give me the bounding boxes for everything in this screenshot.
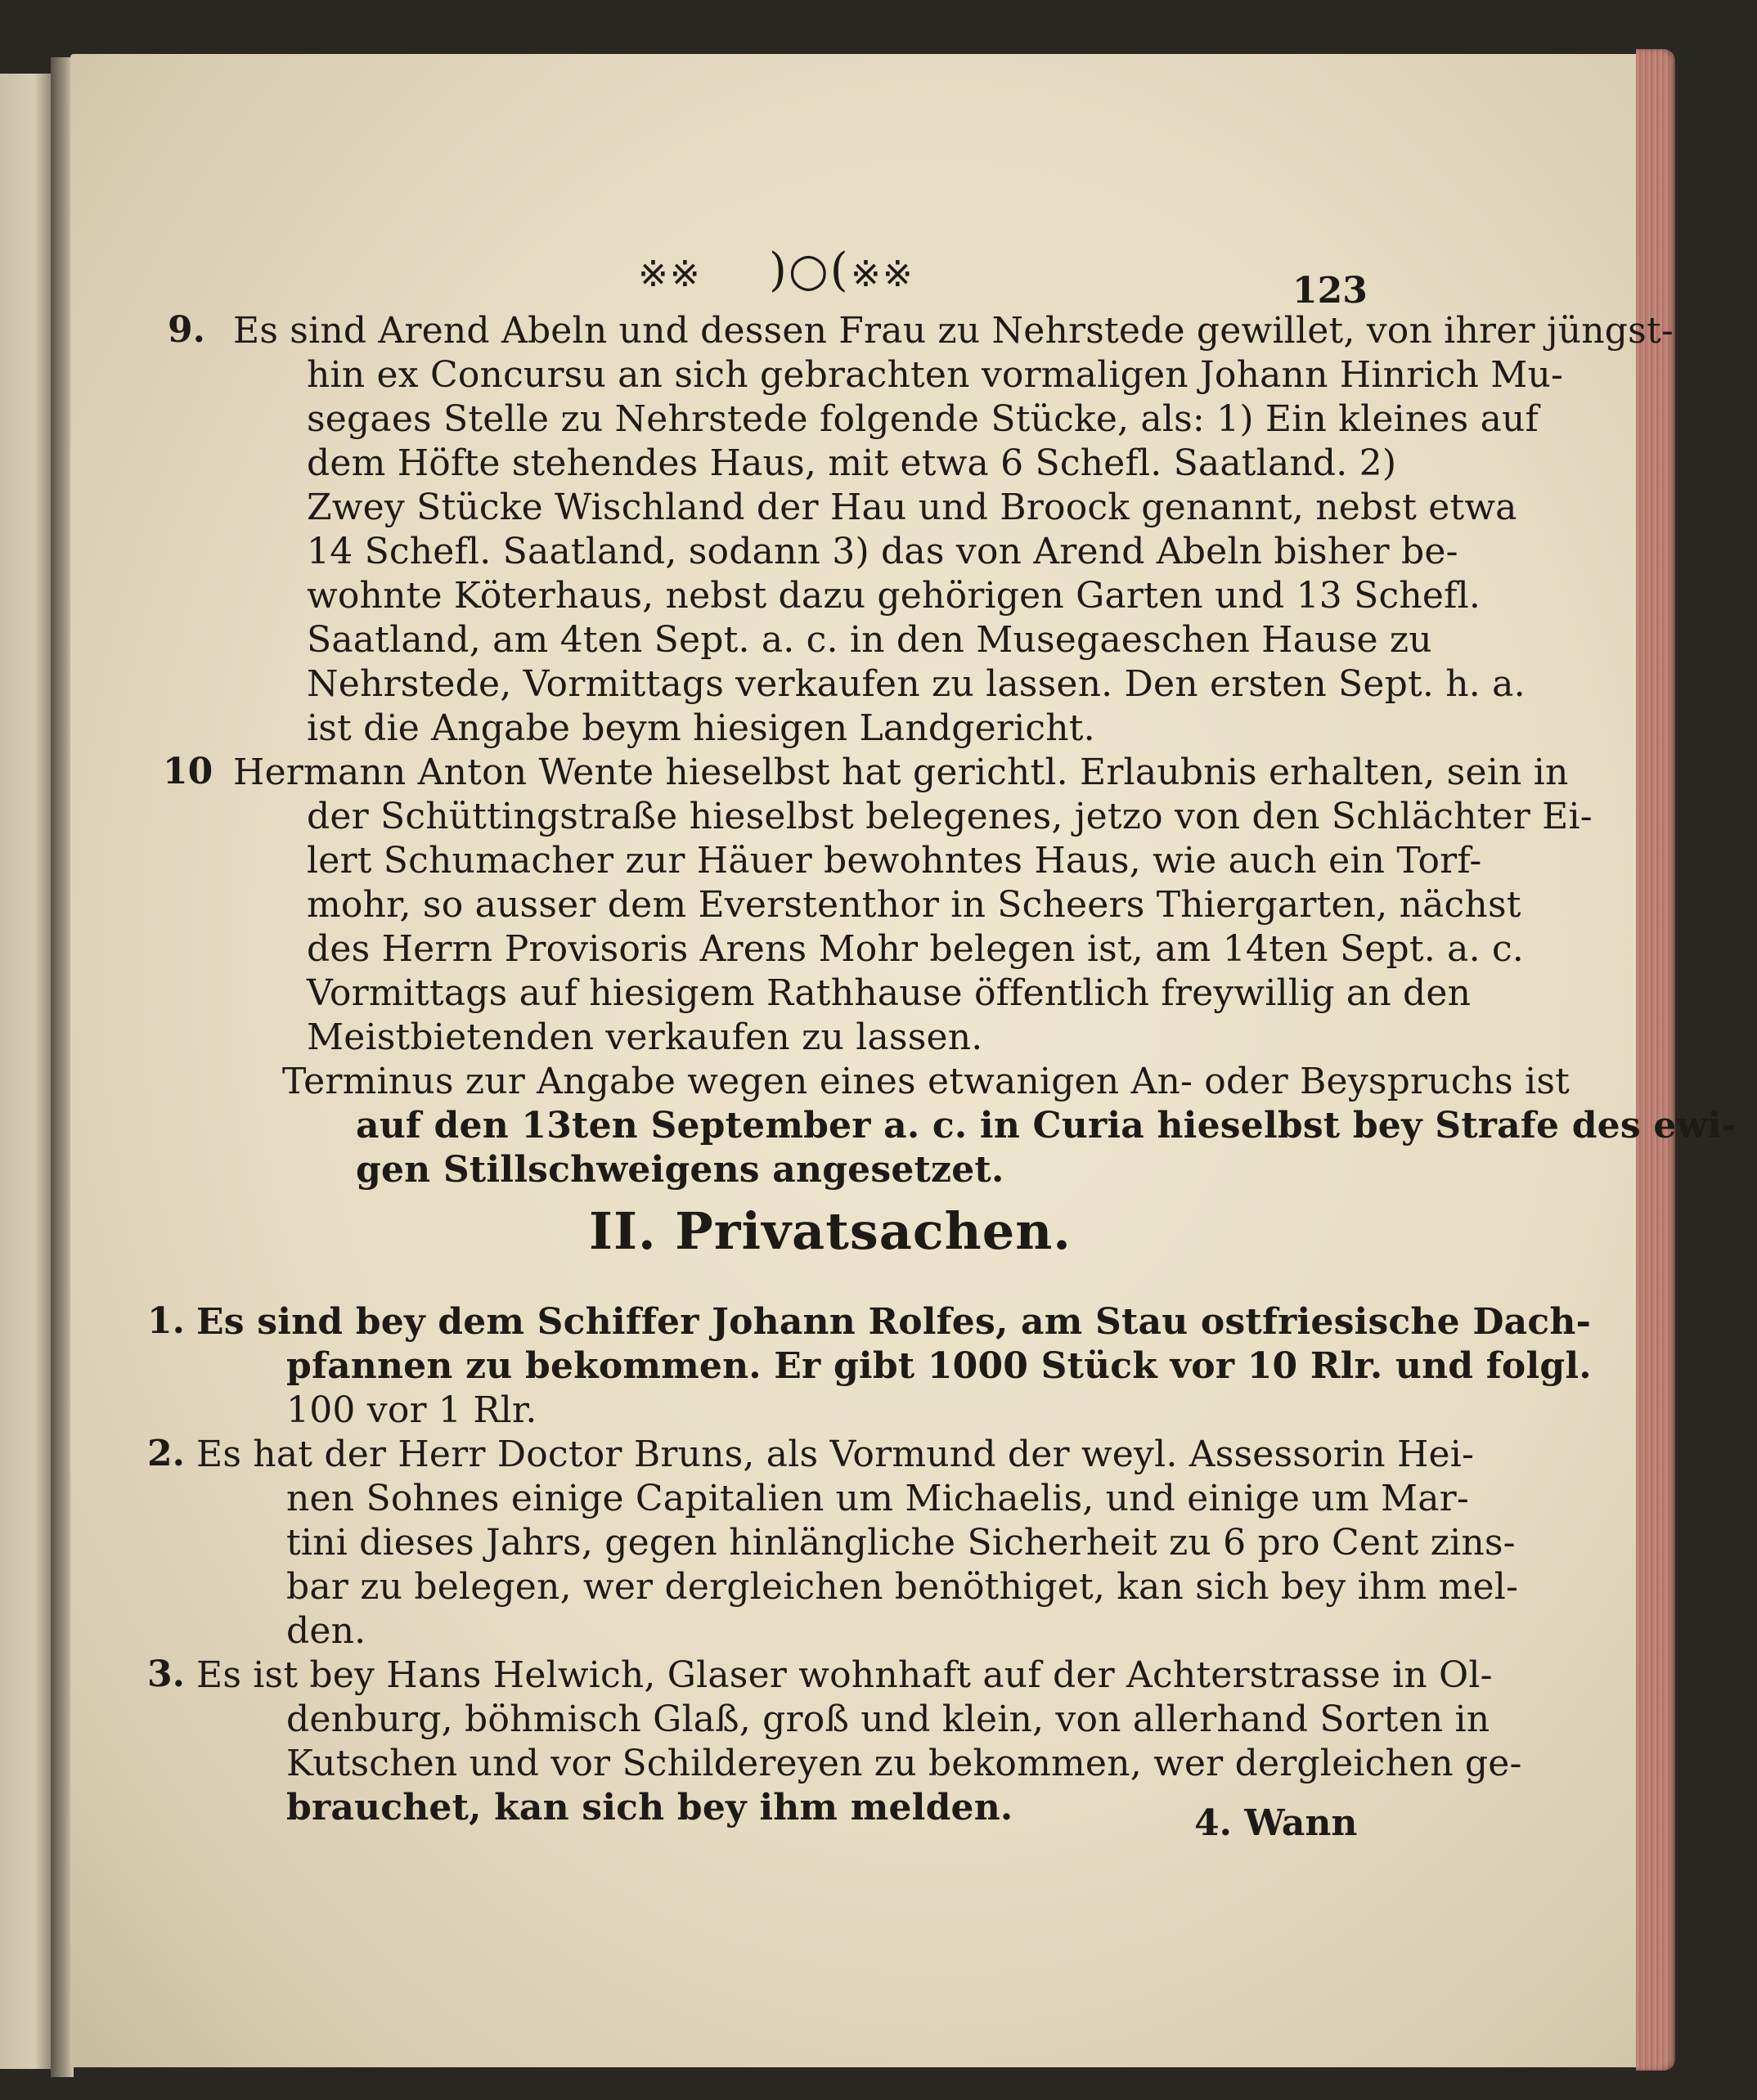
text-line: Nehrstede, Vormittags verkaufen zu lassen. Den ersten Sept. h. a. [307, 663, 1526, 705]
text-line: Es sind Arend Abeln und dessen Frau zu Nehrstede gewillet, von ihrer jüngst- [233, 310, 1674, 352]
text-line: brauchet, kan sich bey ihm melden. [286, 1787, 1013, 1829]
text-line: Kutschen und vor Schildereyen zu bekommen, wer dergleichen ge- [286, 1743, 1522, 1784]
text-line: mohr, so ausser dem Everstenthor in Scheers Thiergarten, nächst [307, 884, 1521, 926]
text-line: hin ex Concursu an sich gebrachten vormaligen Johann Hinrich Mu- [307, 354, 1564, 396]
public-notices [163, 309, 1737, 1192]
text-line: Es sind bey dem Schiffer Johann Rolfes, am Stau ostfriesische Dach- [196, 1301, 1592, 1343]
text-line: 14 Schefl. Saatland, sodann 3) das von Arend Abeln bisher be- [307, 531, 1458, 572]
ornament-middle: )○( [769, 244, 850, 297]
text-line: tini dieses Jahrs, gegen hinlängliche Sicherheit zu 6 pro Cent zins- [286, 1522, 1516, 1564]
section-title: II. Privatsachen. [589, 1201, 1072, 1261]
text-line: der Schüttingstraße hieselbst belegenes, jetzo von den Schlächter Ei- [307, 796, 1593, 837]
text-line: denburg, böhmisch Glaß, groß und klein, von allerhand Sorten in [286, 1698, 1490, 1740]
notice-10 [163, 751, 1593, 1060]
page-number: 123 [1292, 270, 1368, 312]
notice-number: 3. [147, 1654, 185, 1695]
notice-number: 10 [163, 751, 213, 792]
text-line: pfannen zu bekommen. Er gibt 1000 Stück vor 10 Rlr. und folgl. [286, 1345, 1592, 1387]
ornament-left-icon: ※※ [638, 254, 702, 295]
private-2 [147, 1433, 1519, 1654]
text-line: Es ist bey Hans Helwich, Glaser wohnhaft auf der Achterstrasse in Ol- [196, 1654, 1493, 1696]
page-header [638, 245, 1374, 311]
text-line: lert Schumacher zur Häuer bewohntes Haus, wie auch ein Torf- [307, 840, 1482, 882]
text-line: Vormittags auf hiesigem Rathhause öffentlich freywillig an den [307, 972, 1472, 1014]
notice-number: 9. [168, 309, 205, 351]
text-line: Zwey Stücke Wischland der Hau und Broock genannt, nebst etwa [307, 487, 1517, 528]
notice-number: 1. [147, 1300, 185, 1342]
text-line: den. [286, 1610, 366, 1652]
text-line: des Herrn Provisoris Arens Mohr belegen ist, am 14ten Sept. a. c. [307, 928, 1524, 970]
text-line: nen Sohnes einige Capitalien um Michaelis, und einige um Mar- [286, 1478, 1469, 1519]
text-line: auf den 13ten September a. c. in Curia hieselbst bey Strafe des ewi- [356, 1105, 1737, 1146]
text-line: gen Stillschweigens angesetzet. [356, 1149, 1004, 1191]
terminus-paragraph [217, 1060, 1737, 1192]
private-1 [147, 1300, 1592, 1433]
text-line: bar zu belegen, wer dergleichen benöthiget, kan sich bey ihm mel- [286, 1566, 1519, 1608]
text-line: ist die Angabe beym hiesigen Landgericht. [307, 707, 1095, 749]
text-line: Saatland, am 4ten Sept. a. c. in den Musegaeschen Hause zu [307, 619, 1432, 661]
text-line: Hermann Anton Wente hieselbst hat gerichtl. Erlaubnis erhalten, sein in [233, 752, 1569, 793]
text-line: Es hat der Herr Doctor Bruns, als Vormund der weyl. Assessorin Hei- [196, 1434, 1475, 1475]
text-line: wohnte Köterhaus, nebst dazu gehörigen Garten und 13 Schefl. [307, 575, 1481, 617]
text-line: Meistbietenden verkaufen zu lassen. [307, 1016, 983, 1058]
catchword: 4. Wann [1194, 1802, 1358, 1844]
ornament-right-icon: ※※ [851, 254, 914, 295]
text-line: segaes Stelle zu Nehrstede folgende Stücke, als: 1) Ein kleines auf [307, 398, 1539, 440]
notice-number: 2. [147, 1433, 185, 1474]
text-line: Terminus zur Angabe wegen eines etwanigen An- oder Beyspruchs ist [282, 1061, 1571, 1102]
private-notices [147, 1300, 1592, 1830]
text-line: dem Höfte stehendes Haus, mit etwa 6 Schefl. Saatland. 2) [307, 442, 1397, 484]
private-3 [147, 1654, 1522, 1830]
notice-9 [168, 309, 1674, 751]
text-line: 100 vor 1 Rlr. [286, 1389, 537, 1431]
